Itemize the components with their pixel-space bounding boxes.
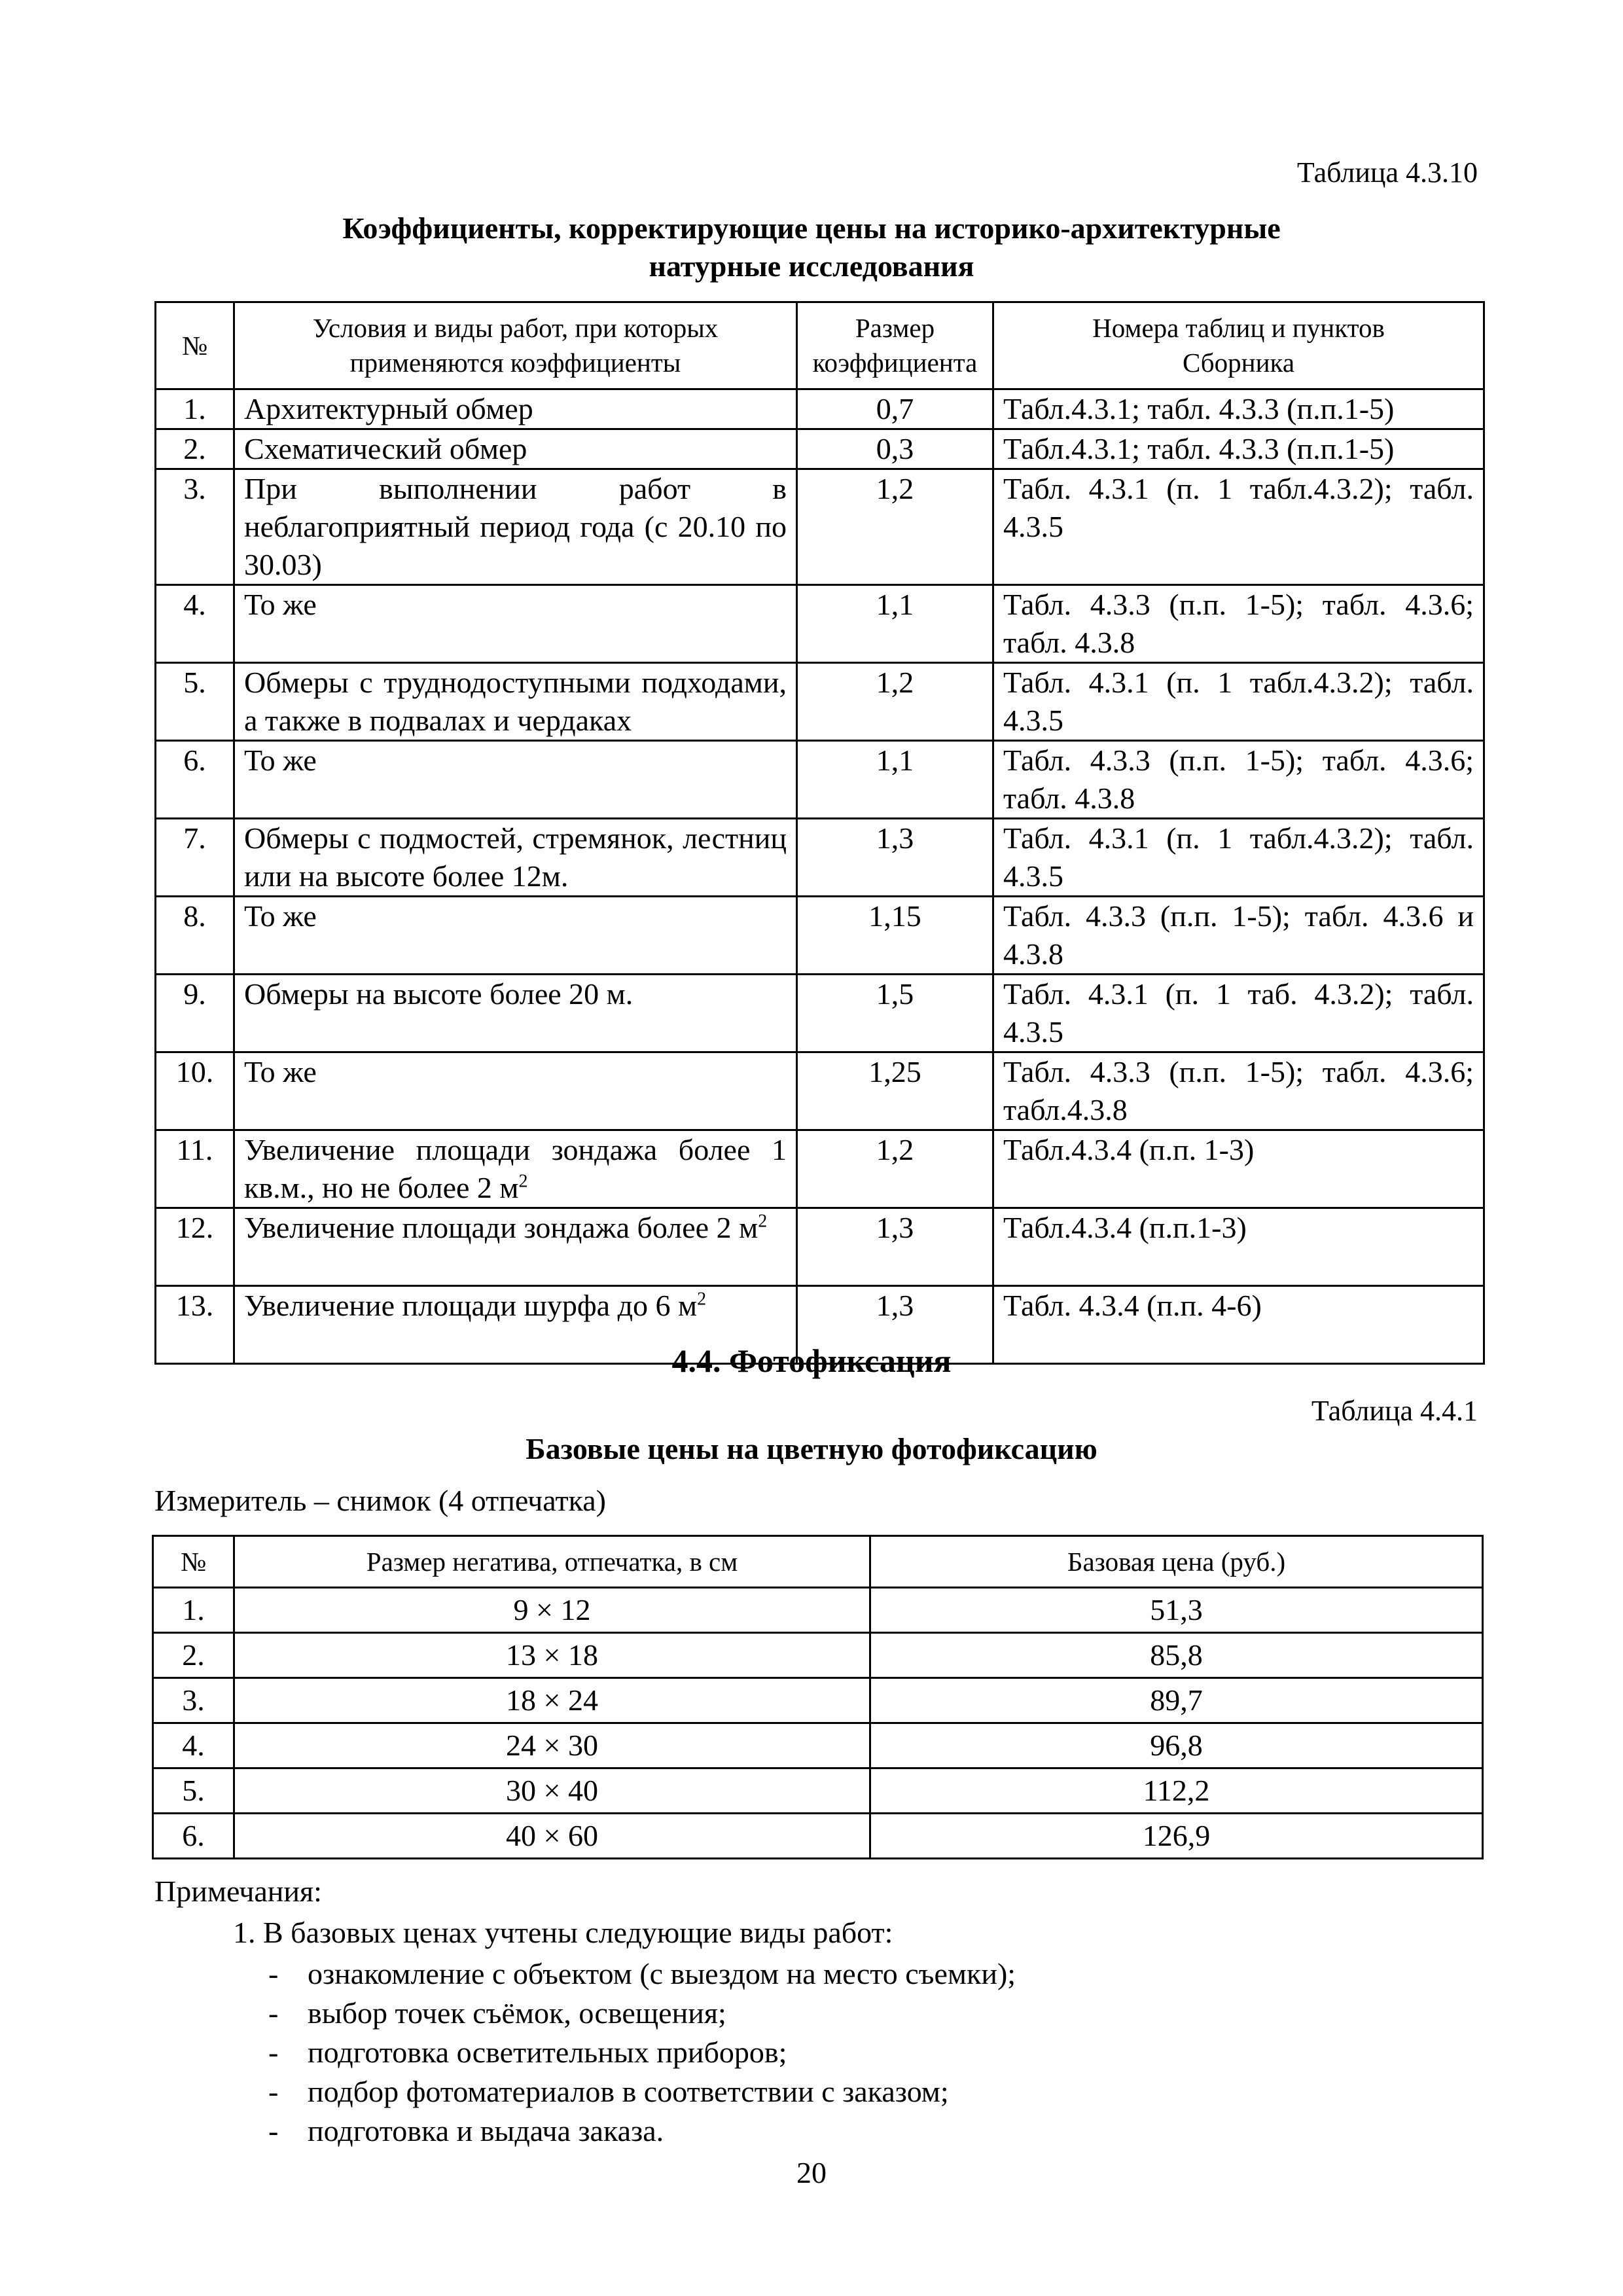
row-number — [156, 1208, 234, 1286]
row-references-text: Табл.4.3.4 (п.п.1-3) — [1003, 1211, 1247, 1244]
table-row — [153, 1723, 1483, 1768]
table-row — [156, 429, 1484, 469]
table1-label: Таблица 4.3.10 — [1296, 156, 1478, 188]
row-number-text: 12. — [175, 1211, 214, 1244]
row-coefficient — [797, 1130, 993, 1208]
table1-title-line1: Коэффициенты, корректирующие цены на историко-архитектурные — [342, 211, 1281, 245]
row-coefficient-text: 1,3 — [876, 821, 914, 855]
table-row — [156, 389, 1484, 429]
row-size: 40 × 60 — [234, 1814, 870, 1859]
list-item — [268, 2111, 1016, 2151]
bullet-marker: - — [268, 2114, 279, 2147]
row-references — [993, 469, 1484, 585]
row-size: 9 × 12 — [234, 1588, 870, 1633]
row-number-text: 7. — [183, 821, 206, 855]
row-references-text: Табл. 4.3.1 (п. 1 таб. 4.3.2); табл. 4.3.5 — [1003, 977, 1474, 1049]
notes-heading: Примечания: — [154, 1874, 322, 1908]
header-price: Базовая цена (руб.) — [870, 1536, 1483, 1588]
section-title: 4.4. Фотофиксация — [671, 1342, 952, 1379]
row-conditions-text: Увеличение площади шурфа до 6 м — [244, 1289, 698, 1322]
row-references — [993, 585, 1484, 663]
row-number-text: 9. — [183, 977, 206, 1011]
bullet-text: ознакомление с объектом (с выездом на место съемки); — [308, 1957, 1016, 1990]
table-row — [156, 663, 1484, 741]
row-conditions-text: Схематический обмер — [244, 432, 527, 465]
row-size: 30 × 40 — [234, 1768, 870, 1814]
table2-unit: Измеритель – снимок (4 отпечатка) — [154, 1484, 606, 1517]
table-row — [156, 1052, 1484, 1130]
row-conditions-text: То же — [244, 899, 317, 933]
header-num: № — [156, 302, 234, 389]
row-number: 4. — [153, 1723, 234, 1768]
bullet-marker: - — [268, 1996, 279, 2030]
bullet-text: выбор точек съёмок, освещения; — [308, 1996, 726, 2030]
row-coefficient-text: 1,3 — [876, 1211, 914, 1244]
row-number: 2. — [153, 1633, 234, 1678]
row-number-text: 10. — [175, 1055, 214, 1088]
row-size: 13 × 18 — [234, 1633, 870, 1678]
header-size: Размер негатива, отпечатка, в см — [234, 1536, 870, 1588]
row-conditions-text: То же — [244, 1055, 317, 1088]
row-coefficient — [797, 897, 993, 975]
header-num: № — [153, 1536, 234, 1588]
row-coefficient-text: 1,5 — [876, 977, 914, 1011]
row-coefficient — [797, 429, 993, 469]
row-conditions — [234, 585, 797, 663]
bullet-marker: - — [268, 2075, 279, 2108]
row-number: 1. — [153, 1588, 234, 1633]
table-row — [156, 1130, 1484, 1208]
row-references — [993, 1130, 1484, 1208]
row-conditions-text: Увеличение площади зондажа более 2 м — [244, 1211, 758, 1244]
row-number — [156, 389, 234, 429]
table2-label: Таблица 4.4.1 — [1311, 1395, 1478, 1427]
row-number-text: 4. — [183, 588, 206, 621]
notes-item-1: 1. В базовых ценах учтены следующие виды работ: — [233, 1916, 893, 1949]
table-row — [156, 469, 1484, 585]
row-references — [993, 1052, 1484, 1130]
row-coefficient-text: 0,7 — [876, 392, 914, 425]
row-number-text: 8. — [183, 899, 206, 933]
row-price: 96,8 — [870, 1723, 1483, 1768]
table-header-row — [153, 1536, 1483, 1588]
row-coefficient — [797, 585, 993, 663]
row-coefficient — [797, 469, 993, 585]
row-coefficient-text: 1,25 — [868, 1055, 921, 1088]
row-price: 112,2 — [870, 1768, 1483, 1814]
row-coefficient — [797, 1208, 993, 1286]
row-conditions — [234, 1052, 797, 1130]
bullet-text: подготовка осветительных приборов; — [308, 2036, 787, 2069]
bullet-text: подготовка и выдача заказа. — [308, 2114, 664, 2147]
row-references-text: Табл. 4.3.1 (п. 1 табл.4.3.2); табл. 4.3.5 — [1003, 666, 1474, 737]
row-size: 18 × 24 — [234, 1678, 870, 1723]
table2-title: Базовые цены на цветную фотофиксацию — [526, 1432, 1097, 1465]
row-references — [993, 389, 1484, 429]
table-row — [156, 1208, 1484, 1286]
row-conditions — [234, 1130, 797, 1208]
superscript-exponent: 2 — [518, 1171, 528, 1192]
row-number — [156, 975, 234, 1052]
list-item — [268, 2033, 1016, 2072]
row-number-text: 6. — [183, 744, 206, 777]
row-number — [156, 469, 234, 585]
row-conditions — [234, 819, 797, 897]
coefficients-table — [154, 301, 1485, 1365]
row-number — [156, 429, 234, 469]
row-number — [156, 819, 234, 897]
row-coefficient — [797, 975, 993, 1052]
row-conditions — [234, 741, 797, 819]
row-references — [993, 663, 1484, 741]
row-price: 85,8 — [870, 1633, 1483, 1678]
table-row — [156, 897, 1484, 975]
row-number — [156, 585, 234, 663]
table-header-row — [156, 302, 1484, 389]
row-conditions-text: Обмеры с подмостей, стремянок, лестниц или на высоте более 12м. — [244, 821, 787, 893]
row-number-text: 5. — [183, 666, 206, 699]
row-references — [993, 975, 1484, 1052]
row-references-text: Табл. 4.3.3 (п.п. 1-5); табл. 4.3.6; табл. 4.3.8 — [1003, 588, 1474, 659]
table-row — [153, 1633, 1483, 1678]
row-conditions — [234, 1208, 797, 1286]
header-conditions: Условия и виды работ, при которых применяются коэффициенты — [234, 302, 797, 389]
row-coefficient-text: 0,3 — [876, 432, 914, 465]
list-item — [268, 2072, 1016, 2111]
row-coefficient — [797, 389, 993, 429]
row-conditions-text: При выполнении работ в неблагоприятный период года (с 20.10 по 30.03) — [244, 472, 787, 581]
page-number: 20 — [796, 2156, 827, 2189]
row-conditions — [234, 469, 797, 585]
row-references-text: Табл. 4.3.4 (п.п. 4-6) — [1003, 1289, 1262, 1322]
row-references — [993, 741, 1484, 819]
row-references — [993, 897, 1484, 975]
row-conditions-text: Архитектурный обмер — [244, 392, 533, 425]
row-size: 24 × 30 — [234, 1723, 870, 1768]
bullet-marker: - — [268, 2036, 279, 2069]
row-references-text: Табл.4.3.1; табл. 4.3.3 (п.п.1-5) — [1003, 432, 1395, 465]
row-number-text: 3. — [183, 472, 206, 505]
row-price: 51,3 — [870, 1588, 1483, 1633]
row-references-text: Табл.4.3.1; табл. 4.3.3 (п.п.1-5) — [1003, 392, 1395, 425]
row-coefficient-text: 1,2 — [876, 666, 914, 699]
table-row — [153, 1768, 1483, 1814]
table-row — [153, 1678, 1483, 1723]
superscript-exponent: 2 — [697, 1289, 707, 1310]
row-number: 5. — [153, 1768, 234, 1814]
row-conditions-text: То же — [244, 588, 317, 621]
row-coefficient — [797, 663, 993, 741]
row-number: 6. — [153, 1814, 234, 1859]
row-coefficient — [797, 741, 993, 819]
table-row — [156, 585, 1484, 663]
row-number-text: 2. — [183, 432, 206, 465]
row-number — [156, 1130, 234, 1208]
row-number — [156, 1052, 234, 1130]
row-conditions — [234, 663, 797, 741]
row-references-text: Табл.4.3.4 (п.п. 1-3) — [1003, 1133, 1255, 1166]
row-coefficient-text: 1,1 — [876, 744, 914, 777]
row-references — [993, 1208, 1484, 1286]
header-coefficient: Размер коэффициента — [797, 302, 993, 389]
row-number-text: 1. — [183, 392, 206, 425]
row-conditions — [234, 429, 797, 469]
row-coefficient — [797, 819, 993, 897]
row-conditions-text: Увеличение площади зондажа более 1 кв.м., но не более 2 м — [244, 1133, 787, 1204]
row-conditions-text: Обмеры на высоте более 20 м. — [244, 977, 633, 1011]
row-number-text: 11. — [176, 1133, 213, 1166]
bullet-marker: - — [268, 1957, 279, 1990]
row-references-text: Табл. 4.3.1 (п. 1 табл.4.3.2); табл. 4.3.5 — [1003, 472, 1474, 543]
header-references: Номера таблиц и пунктов Сборника — [993, 302, 1484, 389]
row-coefficient-text: 1,2 — [876, 1133, 914, 1166]
row-conditions — [234, 389, 797, 429]
row-coefficient-text: 1,1 — [876, 588, 914, 621]
photo-prices-table — [152, 1535, 1484, 1859]
row-number — [156, 897, 234, 975]
row-references — [993, 819, 1484, 897]
row-conditions — [234, 897, 797, 975]
table-row — [156, 819, 1484, 897]
table-row — [153, 1588, 1483, 1633]
row-price: 126,9 — [870, 1814, 1483, 1859]
list-item — [268, 1954, 1016, 1994]
notes-bullet-list — [268, 1954, 1016, 2151]
row-coefficient-text: 1,3 — [876, 1289, 914, 1322]
row-price: 89,7 — [870, 1678, 1483, 1723]
row-references-text: Табл. 4.3.3 (п.п. 1-5); табл. 4.3.6 и 4.3.8 — [1003, 899, 1474, 971]
row-coefficient — [797, 1052, 993, 1130]
table1-title-line2: натурные исследования — [649, 249, 974, 283]
row-number — [156, 663, 234, 741]
row-references-text: Табл. 4.3.3 (п.п. 1-5); табл. 4.3.6; табл. 4.3.8 — [1003, 744, 1474, 815]
row-references-text: Табл. 4.3.1 (п. 1 табл.4.3.2); табл. 4.3.5 — [1003, 821, 1474, 893]
table-row — [156, 741, 1484, 819]
list-item — [268, 1994, 1016, 2033]
row-number: 3. — [153, 1678, 234, 1723]
row-references — [993, 429, 1484, 469]
row-number — [156, 741, 234, 819]
row-conditions — [234, 975, 797, 1052]
row-coefficient-text: 1,2 — [876, 472, 914, 505]
row-conditions-text: То же — [244, 744, 317, 777]
row-conditions-text: Обмеры с труднодоступными подходами, а также в подвалах и чердаках — [244, 666, 787, 737]
row-references-text: Табл. 4.3.3 (п.п. 1-5); табл. 4.3.6; табл.4.3.8 — [1003, 1055, 1474, 1126]
table-row — [156, 975, 1484, 1052]
bullet-text: подбор фотоматериалов в соответствии с заказом; — [308, 2075, 949, 2108]
row-coefficient-text: 1,15 — [868, 899, 921, 933]
superscript-exponent: 2 — [758, 1211, 768, 1232]
row-number-text: 13. — [175, 1289, 214, 1322]
table-row — [153, 1814, 1483, 1859]
